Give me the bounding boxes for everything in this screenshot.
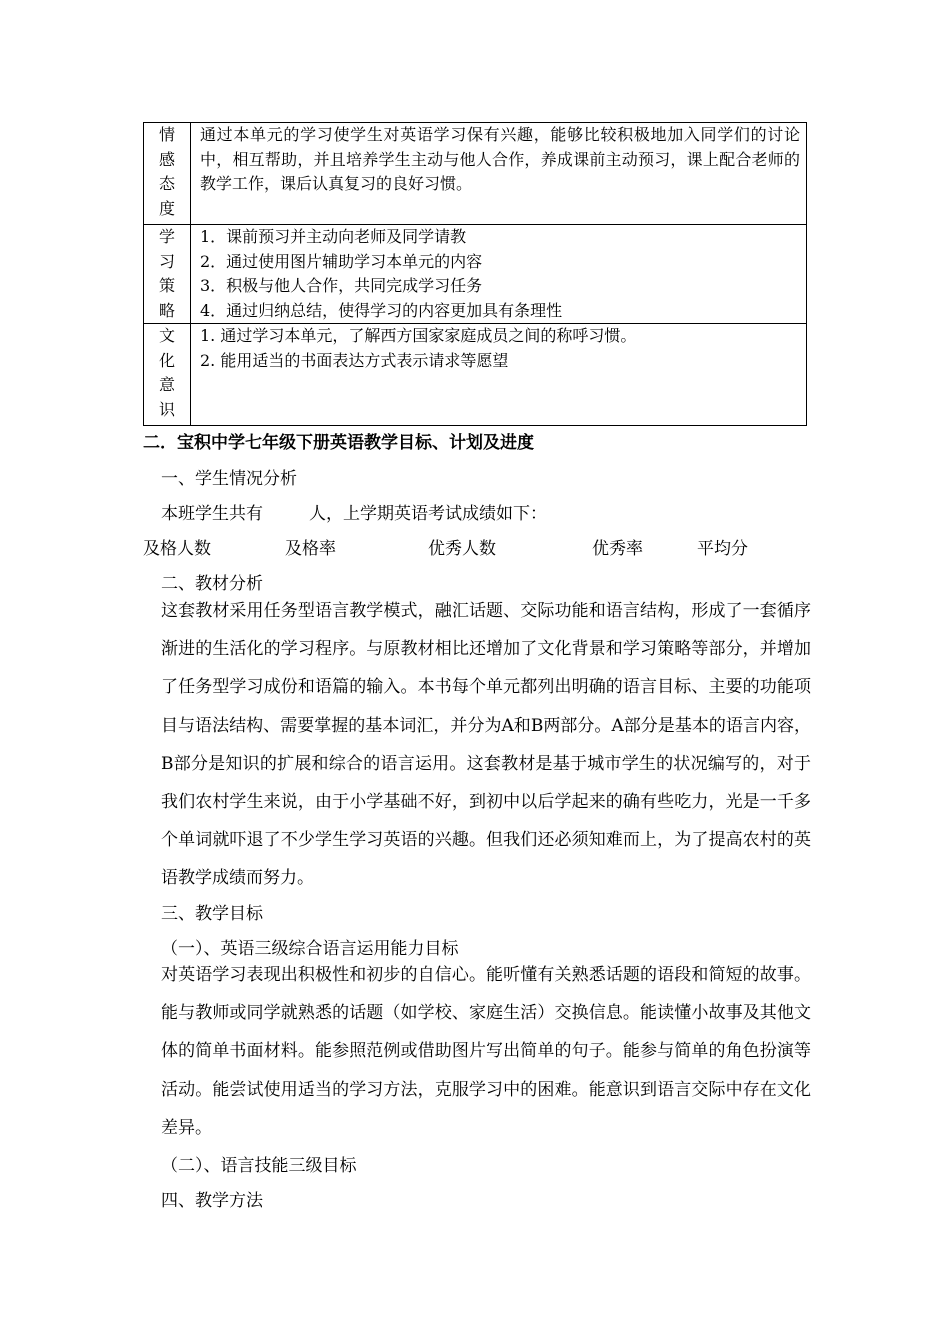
goals-paragraph: 对英语学习表现出积极性和初步的自信心。能听懂有关熟悉话题的语段和简短的故事。能与教师或同学就熟悉的话题（如学校、家庭生活）交换信息。能读懂小故事及其他文体的简单书面材料。能参照范例或借助图片写出简单的句子。能参与简单的角色扮演等活动。能尝试使用适当的学习方法，克服学习中的困难。能意识到语言交际中存在文化差异。: [161, 965, 811, 1138]
stat-excellent-rate: 优秀率: [592, 539, 643, 559]
goals-sub2: （二）、语言技能三级目标: [161, 1156, 357, 1176]
row-content-emotion: 通过本单元的学习使学生对英语学习保有兴趣，能够比较积极地加入同学们的讨论中，相互帮助，并且培养学生主动与他人合作，养成课前主动预习，课上配合老师的教学工作，课后认真复习的良好习惯。: [191, 123, 807, 225]
stat-excellent-count: 优秀人数: [428, 539, 496, 559]
row-content-strategy: 1．课前预习并主动向老师及同学请教 2．通过使用图片辅助学习本单元的内容 3．积极与他人合作，共同完成学习任务 4．通过归纳总结，使得学习的内容更加具有条理性: [191, 225, 807, 324]
table-row-strategy: [144, 225, 807, 324]
subsection-title-methods: 四、教学方法: [161, 1191, 263, 1211]
row-label-culture: 文 化 意 识: [144, 324, 191, 426]
table-row-emotion: [144, 123, 807, 225]
stat-pass-count: 及格人数: [143, 539, 211, 559]
goals-sub1: （一）、英语三级综合语言运用能力目标: [161, 939, 459, 959]
row-label-emotion: 情 感 态 度: [144, 123, 191, 225]
stat-pass-rate: 及格率: [285, 539, 336, 559]
section-heading: 二．宝积中学七年级下册英语教学目标、计划及进度: [143, 433, 534, 453]
subsection-title-goals: 三、教学目标: [161, 904, 263, 924]
stat-average: 平均分: [697, 539, 748, 559]
row-label-strategy: 学 习 策 略: [144, 225, 191, 324]
subsection-title-students: 一、学生情况分析: [161, 469, 297, 489]
row-content-culture: 1. 通过学习本单元，了解西方国家家庭成员之间的称呼习惯。 2. 能用适当的书面表达方式表示请求等愿望: [191, 324, 807, 426]
goals-table: [143, 122, 807, 426]
student-count-line: 本班学生共有 人，上学期英语考试成绩如下：: [161, 504, 547, 524]
table-row-culture: [144, 324, 807, 426]
subsection-title-textbook: 二、教材分析: [161, 574, 263, 594]
textbook-analysis-paragraph: 这套教材采用任务型语言教学模式，融汇话题、交际功能和语言结构，形成了一套循序渐进的生活化的学习程序。与原教材相比还增加了文化背景和学习策略等部分，并增加了任务型学习成份和语篇的输入。本书每个单元都列出明确的语言目标、主要的功能项目与语法结构、需要掌握的基本词汇，并分为A和B两部分。A部分是基本的语言内容，B部分是知识的扩展和综合的语言运用。这套教材是基于城市学生的状况编写的，对于我们农村学生来说，由于小学基础不好，到初中以后学起来的确有些吃力，光是一千多个单词就吓退了不少学生学习英语的兴趣。但我们还必须知难而上，为了提高农村的英语教学成绩而努力。: [161, 601, 811, 889]
